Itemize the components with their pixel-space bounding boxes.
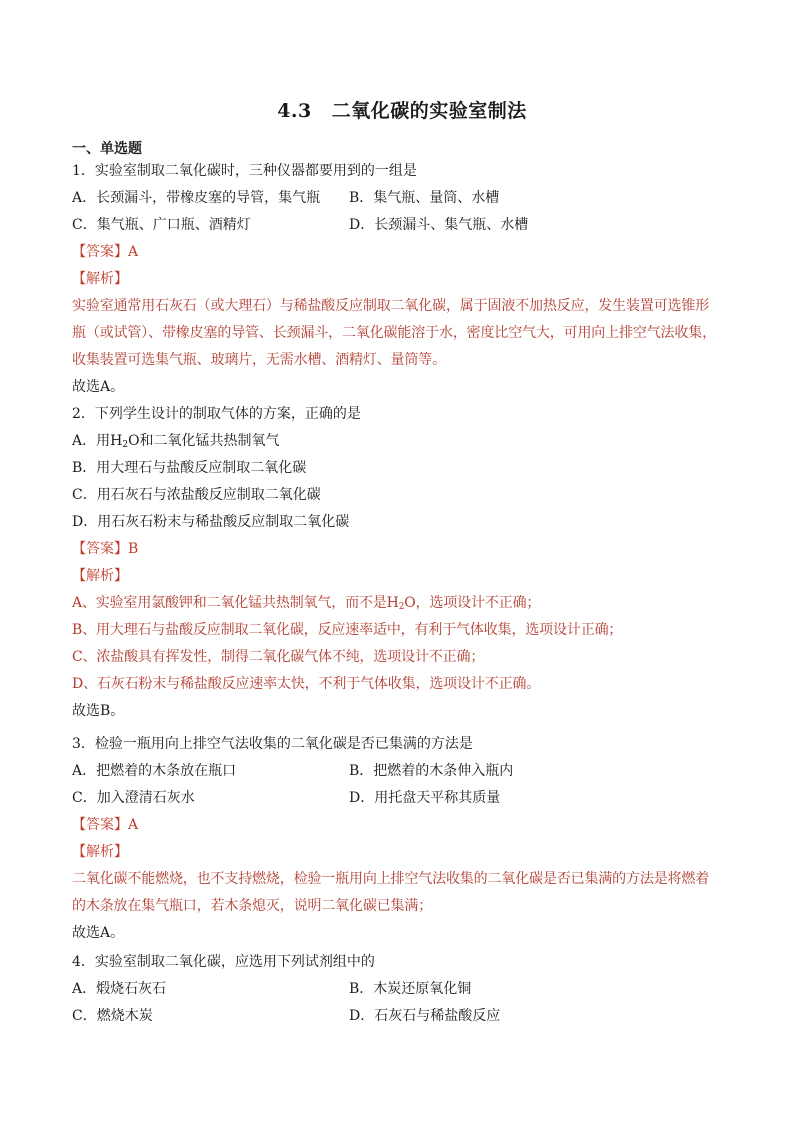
explanation-line-c: C、浓盐酸具有挥发性，制得二氧化碳气体不纯，选项设计不正确；: [72, 649, 485, 665]
analysis-label: 【解析】: [72, 844, 128, 860]
option-d: D．用托盘天平称其质量: [349, 790, 501, 806]
option-c: C．燃烧木炭: [72, 1008, 153, 1024]
explanation-line: 的木条放在集气瓶口，若木条熄灭，说明二氧化碳已集满；: [72, 898, 433, 914]
explanation: [72, 590, 732, 698]
option-c: C．加入澄清石灰水: [72, 790, 195, 806]
conclusion: 故选B。: [72, 703, 125, 719]
explanation-line: 二氧化碳不能燃烧，也不支持燃烧，检验一瓶用向上排空气法收集的二氧化碳是否已集满的方法是将燃着: [72, 871, 710, 887]
option-a: A．用$H_2O$和二氧化锰共热制氧气: [72, 433, 280, 450]
analysis-label: 【解析】: [72, 271, 128, 287]
answer-label: 【答案】B: [72, 541, 139, 557]
options-row: [72, 976, 732, 1003]
conclusion: 故选A。: [72, 379, 125, 395]
option-d: D．用石灰石粉末与稀盐酸反应制取二氧化碳: [72, 514, 350, 530]
option-c: C．集气瓶、广口瓶、酒精灯: [72, 217, 251, 233]
option-d: D．石灰石与稀盐酸反应: [349, 1008, 501, 1024]
explanation-line-d: D、石灰石粉末与稀盐酸反应速率太快，不利于气体收集，选项设计不正确。: [72, 676, 541, 692]
option-b: B．木炭还原氧化铜: [349, 981, 472, 997]
question-stem: 3．检验一瓶用向上排空气法收集的二氧化碳是否已集满的方法是: [72, 736, 473, 752]
option-d: D．长颈漏斗、集气瓶、水槽: [349, 217, 529, 233]
explanation-line-b: B、用大理石与盐酸反应制取二氧化碳，反应速率适中，有利于气体收集，选项设计正确；: [72, 622, 623, 638]
answer-label: 【答案】A: [72, 817, 139, 833]
question-3: [72, 731, 732, 947]
option-a: A．长颈漏斗，带橡皮塞的导管，集气瓶: [72, 190, 321, 206]
options-row: [72, 1003, 732, 1030]
explanation-line: 瓶（或试管）、带橡皮塞的导管、长颈漏斗，二氧化碳能溶于水，密度比空气大，可用向上排空气法收集，: [72, 325, 716, 341]
section-heading: 一、单选题: [72, 141, 142, 157]
question-2: [72, 401, 732, 725]
conclusion: 故选A。: [72, 925, 125, 941]
option-a: A．把燃着的木条放在瓶口: [72, 763, 237, 779]
option-b: B．把燃着的木条伸入瓶内: [349, 763, 514, 779]
title-text: 二氧化碳的实验室制法: [331, 100, 527, 122]
question-stem: 4．实验室制取二氧化碳，应选用下列试剂组中的: [72, 954, 375, 970]
explanation: [72, 293, 732, 374]
options-row: [72, 758, 732, 785]
option-b: B．集气瓶、量筒、水槽: [349, 190, 500, 206]
question-stem: 2．下列学生设计的制取气体的方案，正确的是: [72, 406, 361, 422]
option-b: B．用大理石与盐酸反应制取二氧化碳: [72, 460, 307, 476]
options-row: [72, 185, 732, 212]
explanation: [72, 866, 732, 920]
page-title: [72, 96, 732, 123]
option-c: C．用石灰石与浓盐酸反应制取二氧化碳: [72, 487, 321, 503]
question-1: [72, 158, 732, 401]
options-row: [72, 785, 732, 812]
question-4: [72, 949, 732, 1030]
options-row: [72, 212, 732, 239]
explanation-line-a: A、实验室用氯酸钾和二氧化锰共热制氧气，而不是$H_2O$，选项设计不正确；: [72, 595, 541, 612]
analysis-label: 【解析】: [72, 568, 128, 584]
explanation-line: 实验室通常用石灰石（或大理石）与稀盐酸反应制取二氧化碳，属于固液不加热反应，发生装置可选锥形: [72, 298, 710, 314]
question-stem: 1．实验室制取二氧化碳时，三种仪器都要用到的一组是: [72, 163, 417, 179]
explanation-line: 收集装置可选集气瓶、玻璃片，无需水槽、酒精灯、量筒等。: [72, 352, 446, 368]
option-a: A．煅烧石灰石: [72, 981, 167, 997]
section-number: 4.3: [277, 100, 312, 122]
answer-label: 【答案】A: [72, 244, 139, 260]
